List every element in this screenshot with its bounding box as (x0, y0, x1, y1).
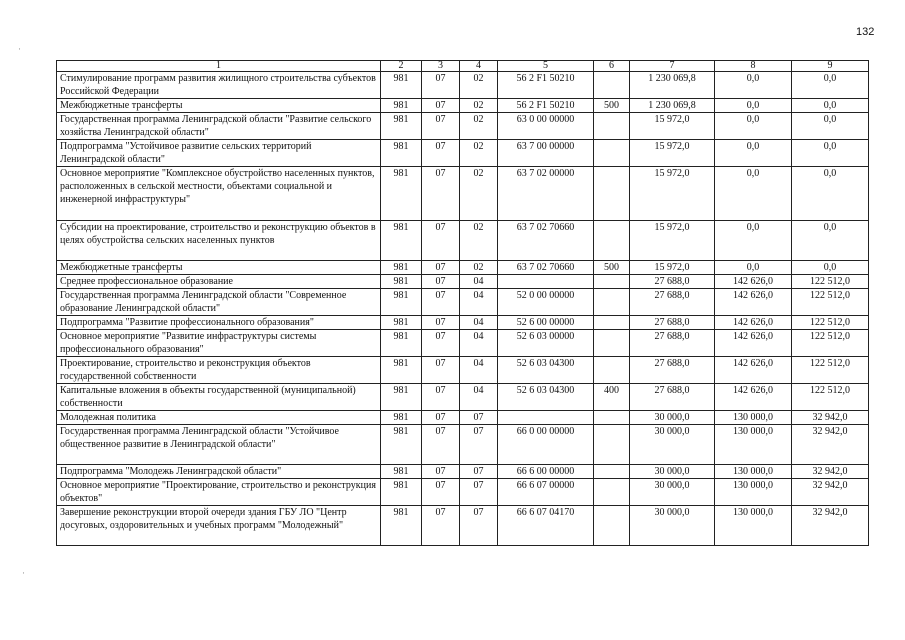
row-value-cell: 122 512,0 (792, 289, 869, 316)
row-value-cell: 07 (460, 425, 498, 465)
row-value-cell: 981 (381, 425, 422, 465)
row-value-cell: 122 512,0 (792, 357, 869, 384)
budget-table (56, 60, 869, 546)
row-value-cell: 27 688,0 (630, 384, 715, 411)
row-value-cell (594, 140, 630, 167)
row-value-cell: 122 512,0 (792, 330, 869, 357)
row-value-cell (594, 221, 630, 261)
row-value-cell: 07 (422, 113, 460, 140)
row-name-cell: Межбюджетные трансферты (57, 261, 381, 275)
row-value-cell: 07 (422, 72, 460, 99)
table-header-row (57, 61, 869, 72)
row-value-cell: 981 (381, 357, 422, 384)
row-value-cell: 1 230 069,8 (630, 99, 715, 113)
row-value-cell: 27 688,0 (630, 357, 715, 384)
table-row (57, 506, 869, 546)
scan-mark: · (22, 568, 25, 578)
table-row (57, 411, 869, 425)
row-value-cell: 27 688,0 (630, 289, 715, 316)
row-value-cell: 07 (460, 411, 498, 425)
row-value-cell: 04 (460, 316, 498, 330)
row-value-cell: 07 (422, 384, 460, 411)
row-value-cell: 981 (381, 506, 422, 546)
row-value-cell: 142 626,0 (715, 289, 792, 316)
row-value-cell: 07 (422, 316, 460, 330)
row-value-cell: 66 6 07 04170 (498, 506, 594, 546)
column-header: 5 (498, 61, 594, 72)
row-value-cell: 07 (460, 506, 498, 546)
row-value-cell: 130 000,0 (715, 465, 792, 479)
row-name-cell: Капитальные вложения в объекты государственной (муниципальной) собственности (57, 384, 381, 411)
row-value-cell: 122 512,0 (792, 384, 869, 411)
row-value-cell: 63 7 02 00000 (498, 167, 594, 221)
column-header: 2 (381, 61, 422, 72)
column-header: 9 (792, 61, 869, 72)
row-value-cell: 0,0 (715, 99, 792, 113)
row-value-cell: 981 (381, 330, 422, 357)
row-value-cell: 02 (460, 221, 498, 261)
row-name-cell: Подпрограмма "Устойчивое развитие сельских территорий Ленинградской области" (57, 140, 381, 167)
row-value-cell (498, 411, 594, 425)
row-value-cell (594, 330, 630, 357)
row-value-cell: 142 626,0 (715, 275, 792, 289)
row-value-cell: 981 (381, 465, 422, 479)
row-value-cell: 500 (594, 99, 630, 113)
row-value-cell (594, 289, 630, 316)
row-name-cell: Проектирование, строительство и реконструкция объектов государственной собственности (57, 357, 381, 384)
row-value-cell: 52 0 00 00000 (498, 289, 594, 316)
table-row (57, 425, 869, 465)
table-row (57, 99, 869, 113)
row-value-cell: 981 (381, 99, 422, 113)
row-value-cell: 122 512,0 (792, 316, 869, 330)
row-value-cell: 07 (422, 289, 460, 316)
row-value-cell: 04 (460, 330, 498, 357)
row-name-cell: Среднее профессиональное образование (57, 275, 381, 289)
row-value-cell: 27 688,0 (630, 330, 715, 357)
row-value-cell: 32 942,0 (792, 465, 869, 479)
row-value-cell: 07 (422, 425, 460, 465)
row-value-cell: 981 (381, 289, 422, 316)
column-header: 1 (57, 61, 381, 72)
row-value-cell: 07 (460, 465, 498, 479)
row-value-cell: 142 626,0 (715, 316, 792, 330)
row-value-cell: 0,0 (792, 99, 869, 113)
row-value-cell: 0,0 (792, 167, 869, 221)
row-value-cell (594, 479, 630, 506)
row-value-cell: 32 942,0 (792, 425, 869, 465)
row-value-cell (594, 275, 630, 289)
row-value-cell (594, 465, 630, 479)
row-value-cell: 63 7 02 70660 (498, 261, 594, 275)
row-value-cell: 07 (422, 275, 460, 289)
row-value-cell: 02 (460, 72, 498, 99)
row-value-cell: 15 972,0 (630, 167, 715, 221)
column-header: 6 (594, 61, 630, 72)
row-value-cell: 15 972,0 (630, 261, 715, 275)
row-value-cell: 66 6 00 00000 (498, 465, 594, 479)
row-value-cell: 27 688,0 (630, 275, 715, 289)
row-value-cell: 30 000,0 (630, 425, 715, 465)
row-name-cell: Основное мероприятие "Развитие инфраструктуры системы профессионального образования" (57, 330, 381, 357)
row-value-cell: 56 2 F1 50210 (498, 99, 594, 113)
row-value-cell: 0,0 (715, 261, 792, 275)
row-name-cell: Молодежная политика (57, 411, 381, 425)
row-value-cell: 15 972,0 (630, 221, 715, 261)
row-value-cell: 0,0 (792, 113, 869, 140)
row-value-cell: 63 7 00 00000 (498, 140, 594, 167)
row-value-cell: 981 (381, 479, 422, 506)
row-value-cell: 07 (422, 411, 460, 425)
row-value-cell: 02 (460, 167, 498, 221)
row-value-cell: 981 (381, 221, 422, 261)
row-value-cell (594, 167, 630, 221)
row-name-cell: Основное мероприятие "Проектирование, строительство и реконструкция объектов" (57, 479, 381, 506)
row-value-cell: 02 (460, 140, 498, 167)
row-value-cell: 0,0 (715, 72, 792, 99)
row-value-cell (594, 72, 630, 99)
table-row (57, 72, 869, 99)
table-row (57, 113, 869, 140)
row-value-cell (594, 357, 630, 384)
table-row (57, 275, 869, 289)
row-value-cell: 15 972,0 (630, 113, 715, 140)
row-value-cell: 0,0 (792, 140, 869, 167)
row-value-cell: 32 942,0 (792, 411, 869, 425)
scan-mark: · (18, 44, 21, 54)
row-value-cell: 04 (460, 289, 498, 316)
row-value-cell (594, 411, 630, 425)
row-name-cell: Государственная программа Ленинградской области "Современное образование Ленинградской области" (57, 289, 381, 316)
row-value-cell: 04 (460, 384, 498, 411)
row-value-cell (594, 506, 630, 546)
table-row (57, 261, 869, 275)
row-value-cell: 52 6 03 00000 (498, 330, 594, 357)
table-row (57, 357, 869, 384)
row-value-cell: 981 (381, 167, 422, 221)
row-value-cell: 66 6 07 00000 (498, 479, 594, 506)
row-value-cell: 122 512,0 (792, 275, 869, 289)
row-value-cell: 0,0 (715, 167, 792, 221)
row-value-cell: 0,0 (792, 72, 869, 99)
row-value-cell: 07 (422, 506, 460, 546)
row-value-cell: 02 (460, 261, 498, 275)
table-row (57, 167, 869, 221)
row-value-cell: 981 (381, 411, 422, 425)
row-value-cell: 63 7 02 70660 (498, 221, 594, 261)
row-value-cell: 142 626,0 (715, 384, 792, 411)
row-name-cell: Завершение реконструкции второй очереди здания ГБУ ЛО "Центр досуговых, оздоровительных и учебных программ "Молодежный" (57, 506, 381, 546)
row-value-cell: 981 (381, 261, 422, 275)
row-value-cell: 32 942,0 (792, 506, 869, 546)
row-name-cell: Межбюджетные трансферты (57, 99, 381, 113)
row-value-cell: 52 6 03 04300 (498, 384, 594, 411)
row-value-cell: 142 626,0 (715, 330, 792, 357)
page-number: 132 (856, 26, 875, 38)
row-value-cell: 130 000,0 (715, 425, 792, 465)
row-value-cell: 63 0 00 00000 (498, 113, 594, 140)
row-value-cell (594, 425, 630, 465)
table-row (57, 465, 869, 479)
row-value-cell: 981 (381, 316, 422, 330)
column-header: 3 (422, 61, 460, 72)
row-value-cell: 04 (460, 275, 498, 289)
row-value-cell: 56 2 F1 50210 (498, 72, 594, 99)
row-value-cell: 30 000,0 (630, 506, 715, 546)
row-value-cell (498, 275, 594, 289)
row-value-cell: 32 942,0 (792, 479, 869, 506)
row-value-cell: 130 000,0 (715, 411, 792, 425)
row-name-cell: Основное мероприятие "Комплексное обустройство населенных пунктов, расположенных в сельской местности, объектами социальной и инженерной инфраструктуры" (57, 167, 381, 221)
row-value-cell: 0,0 (715, 221, 792, 261)
row-value-cell: 07 (422, 99, 460, 113)
row-value-cell: 07 (422, 167, 460, 221)
row-value-cell: 981 (381, 275, 422, 289)
row-value-cell: 02 (460, 113, 498, 140)
row-value-cell: 142 626,0 (715, 357, 792, 384)
row-value-cell: 02 (460, 99, 498, 113)
row-value-cell: 30 000,0 (630, 479, 715, 506)
row-value-cell: 30 000,0 (630, 465, 715, 479)
table-row (57, 384, 869, 411)
row-value-cell: 52 6 00 00000 (498, 316, 594, 330)
table-row (57, 316, 869, 330)
row-value-cell: 07 (422, 479, 460, 506)
row-value-cell: 52 6 03 04300 (498, 357, 594, 384)
row-value-cell (594, 316, 630, 330)
row-value-cell: 07 (422, 330, 460, 357)
row-value-cell: 130 000,0 (715, 479, 792, 506)
row-value-cell (594, 113, 630, 140)
row-value-cell: 15 972,0 (630, 140, 715, 167)
row-value-cell: 07 (422, 465, 460, 479)
table-row (57, 221, 869, 261)
row-value-cell: 130 000,0 (715, 506, 792, 546)
row-value-cell: 981 (381, 72, 422, 99)
table-row (57, 289, 869, 316)
row-name-cell: Подпрограмма "Развитие профессионального образования" (57, 316, 381, 330)
row-value-cell: 500 (594, 261, 630, 275)
row-value-cell: 981 (381, 384, 422, 411)
table-row (57, 479, 869, 506)
row-value-cell: 981 (381, 113, 422, 140)
row-name-cell: Государственная программа Ленинградской области "Устойчивое общественное развитие в Ленинградской области" (57, 425, 381, 465)
row-value-cell: 0,0 (715, 113, 792, 140)
row-value-cell: 27 688,0 (630, 316, 715, 330)
table-row (57, 140, 869, 167)
row-name-cell: Субсидии на проектирование, строительство и реконструкцию объектов в целях обустройства сельских населенных пунктов (57, 221, 381, 261)
row-value-cell: 0,0 (792, 221, 869, 261)
row-value-cell: 07 (460, 479, 498, 506)
row-name-cell: Стимулирование программ развития жилищного строительства субъектов Российской Федерации (57, 72, 381, 99)
row-value-cell: 07 (422, 140, 460, 167)
row-value-cell: 30 000,0 (630, 411, 715, 425)
row-value-cell: 07 (422, 221, 460, 261)
row-value-cell: 0,0 (715, 140, 792, 167)
row-name-cell: Государственная программа Ленинградской области "Развитие сельского хозяйства Ленинградской области" (57, 113, 381, 140)
row-value-cell: 04 (460, 357, 498, 384)
row-name-cell: Подпрограмма "Молодежь Ленинградской области" (57, 465, 381, 479)
column-header: 4 (460, 61, 498, 72)
column-header: 8 (715, 61, 792, 72)
row-value-cell: 400 (594, 384, 630, 411)
row-value-cell: 07 (422, 357, 460, 384)
column-header: 7 (630, 61, 715, 72)
row-value-cell: 07 (422, 261, 460, 275)
row-value-cell: 981 (381, 140, 422, 167)
row-value-cell: 0,0 (792, 261, 869, 275)
row-value-cell: 1 230 069,8 (630, 72, 715, 99)
row-value-cell: 66 0 00 00000 (498, 425, 594, 465)
table-row (57, 330, 869, 357)
